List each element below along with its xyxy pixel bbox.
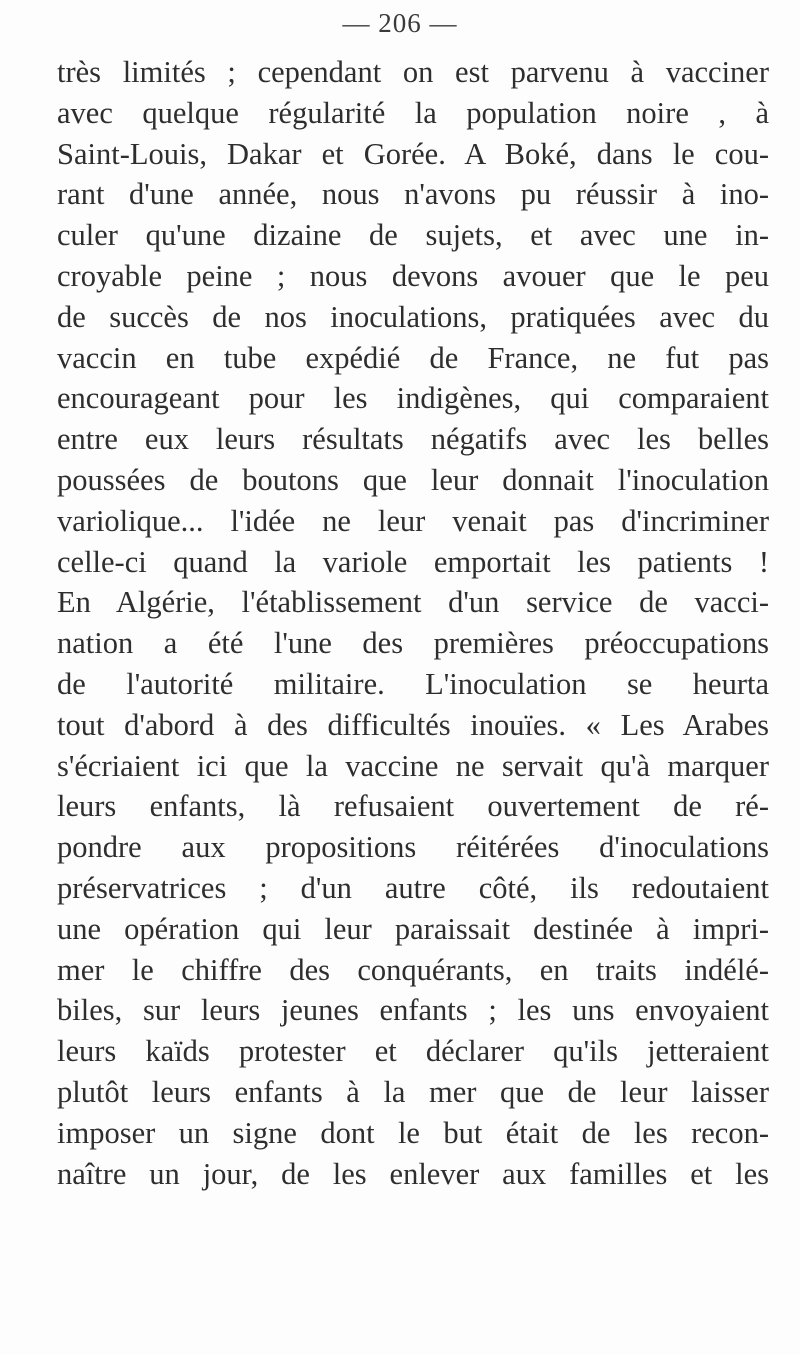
text-line: de l'autorité militaire. L'inoculation se heurta	[57, 666, 769, 701]
text-line: Saint-Louis, Dakar et Gorée. A Boké, dans le cou-	[57, 136, 769, 171]
text-line: celle-ci quand la variole emportait les patients !	[57, 544, 769, 579]
text-line: s'écriaient ici que la vaccine ne servait qu'à marquer	[57, 748, 769, 783]
text-line: mer le chiffre des conquérants, en traits indélé-	[57, 952, 769, 987]
page-number: — 206 —	[342, 8, 458, 38]
text-line: croyable peine ; nous devons avouer que le peu	[57, 258, 769, 293]
text-line: rant d'une année, nous n'avons pu réussir à ino-	[57, 177, 769, 212]
text-line: entre eux leurs résultats négatifs avec les belles	[57, 422, 769, 457]
text-line: pondre aux propositions réitérées d'inoculations	[57, 830, 769, 865]
text-line: encourageant pour les indigènes, qui comparaient	[57, 381, 769, 416]
text-line: leurs kaïds protester et déclarer qu'ils jetteraient	[57, 1034, 769, 1069]
body-text	[57, 52, 769, 1194]
text-line: une opération qui leur paraissait destinée à impri-	[57, 911, 769, 946]
text-line: très limités ; cependant on est parvenu à vacciner	[57, 55, 769, 89]
text-line: de succès de nos inoculations, pratiquées avec du	[57, 299, 769, 334]
text-line: poussées de boutons que leur donnait l'inoculation	[57, 462, 769, 497]
text-line: tout d'abord à des difficultés inouïes. « Les Arabes	[57, 707, 769, 742]
text-line: nation a été l'une des premières préoccupations	[57, 626, 769, 661]
text-line: avec quelque régularité la population noire , à	[57, 95, 769, 130]
text-line: variolique... l'idée ne leur venait pas d'incriminer	[57, 503, 769, 538]
text-line: vaccin en tube expédié de France, ne fut pas	[57, 340, 769, 375]
text-line: plutôt leurs enfants à la mer que de leur laisser	[57, 1074, 769, 1109]
text-line: préservatrices ; d'un autre côté, ils redoutaient	[57, 870, 769, 905]
text-line: imposer un signe dont le but était de les recon-	[57, 1115, 769, 1150]
text-line: biles, sur leurs jeunes enfants ; les uns envoyaient	[57, 993, 769, 1028]
text-line: naître un jour, de les enlever aux familles et les	[57, 1156, 769, 1191]
text-line: culer qu'une dizaine de sujets, et avec une in-	[57, 218, 769, 253]
text-line: En Algérie, l'établissement d'un service de vacci-	[57, 585, 769, 620]
text-line: leurs enfants, là refusaient ouvertement de ré-	[57, 789, 769, 824]
